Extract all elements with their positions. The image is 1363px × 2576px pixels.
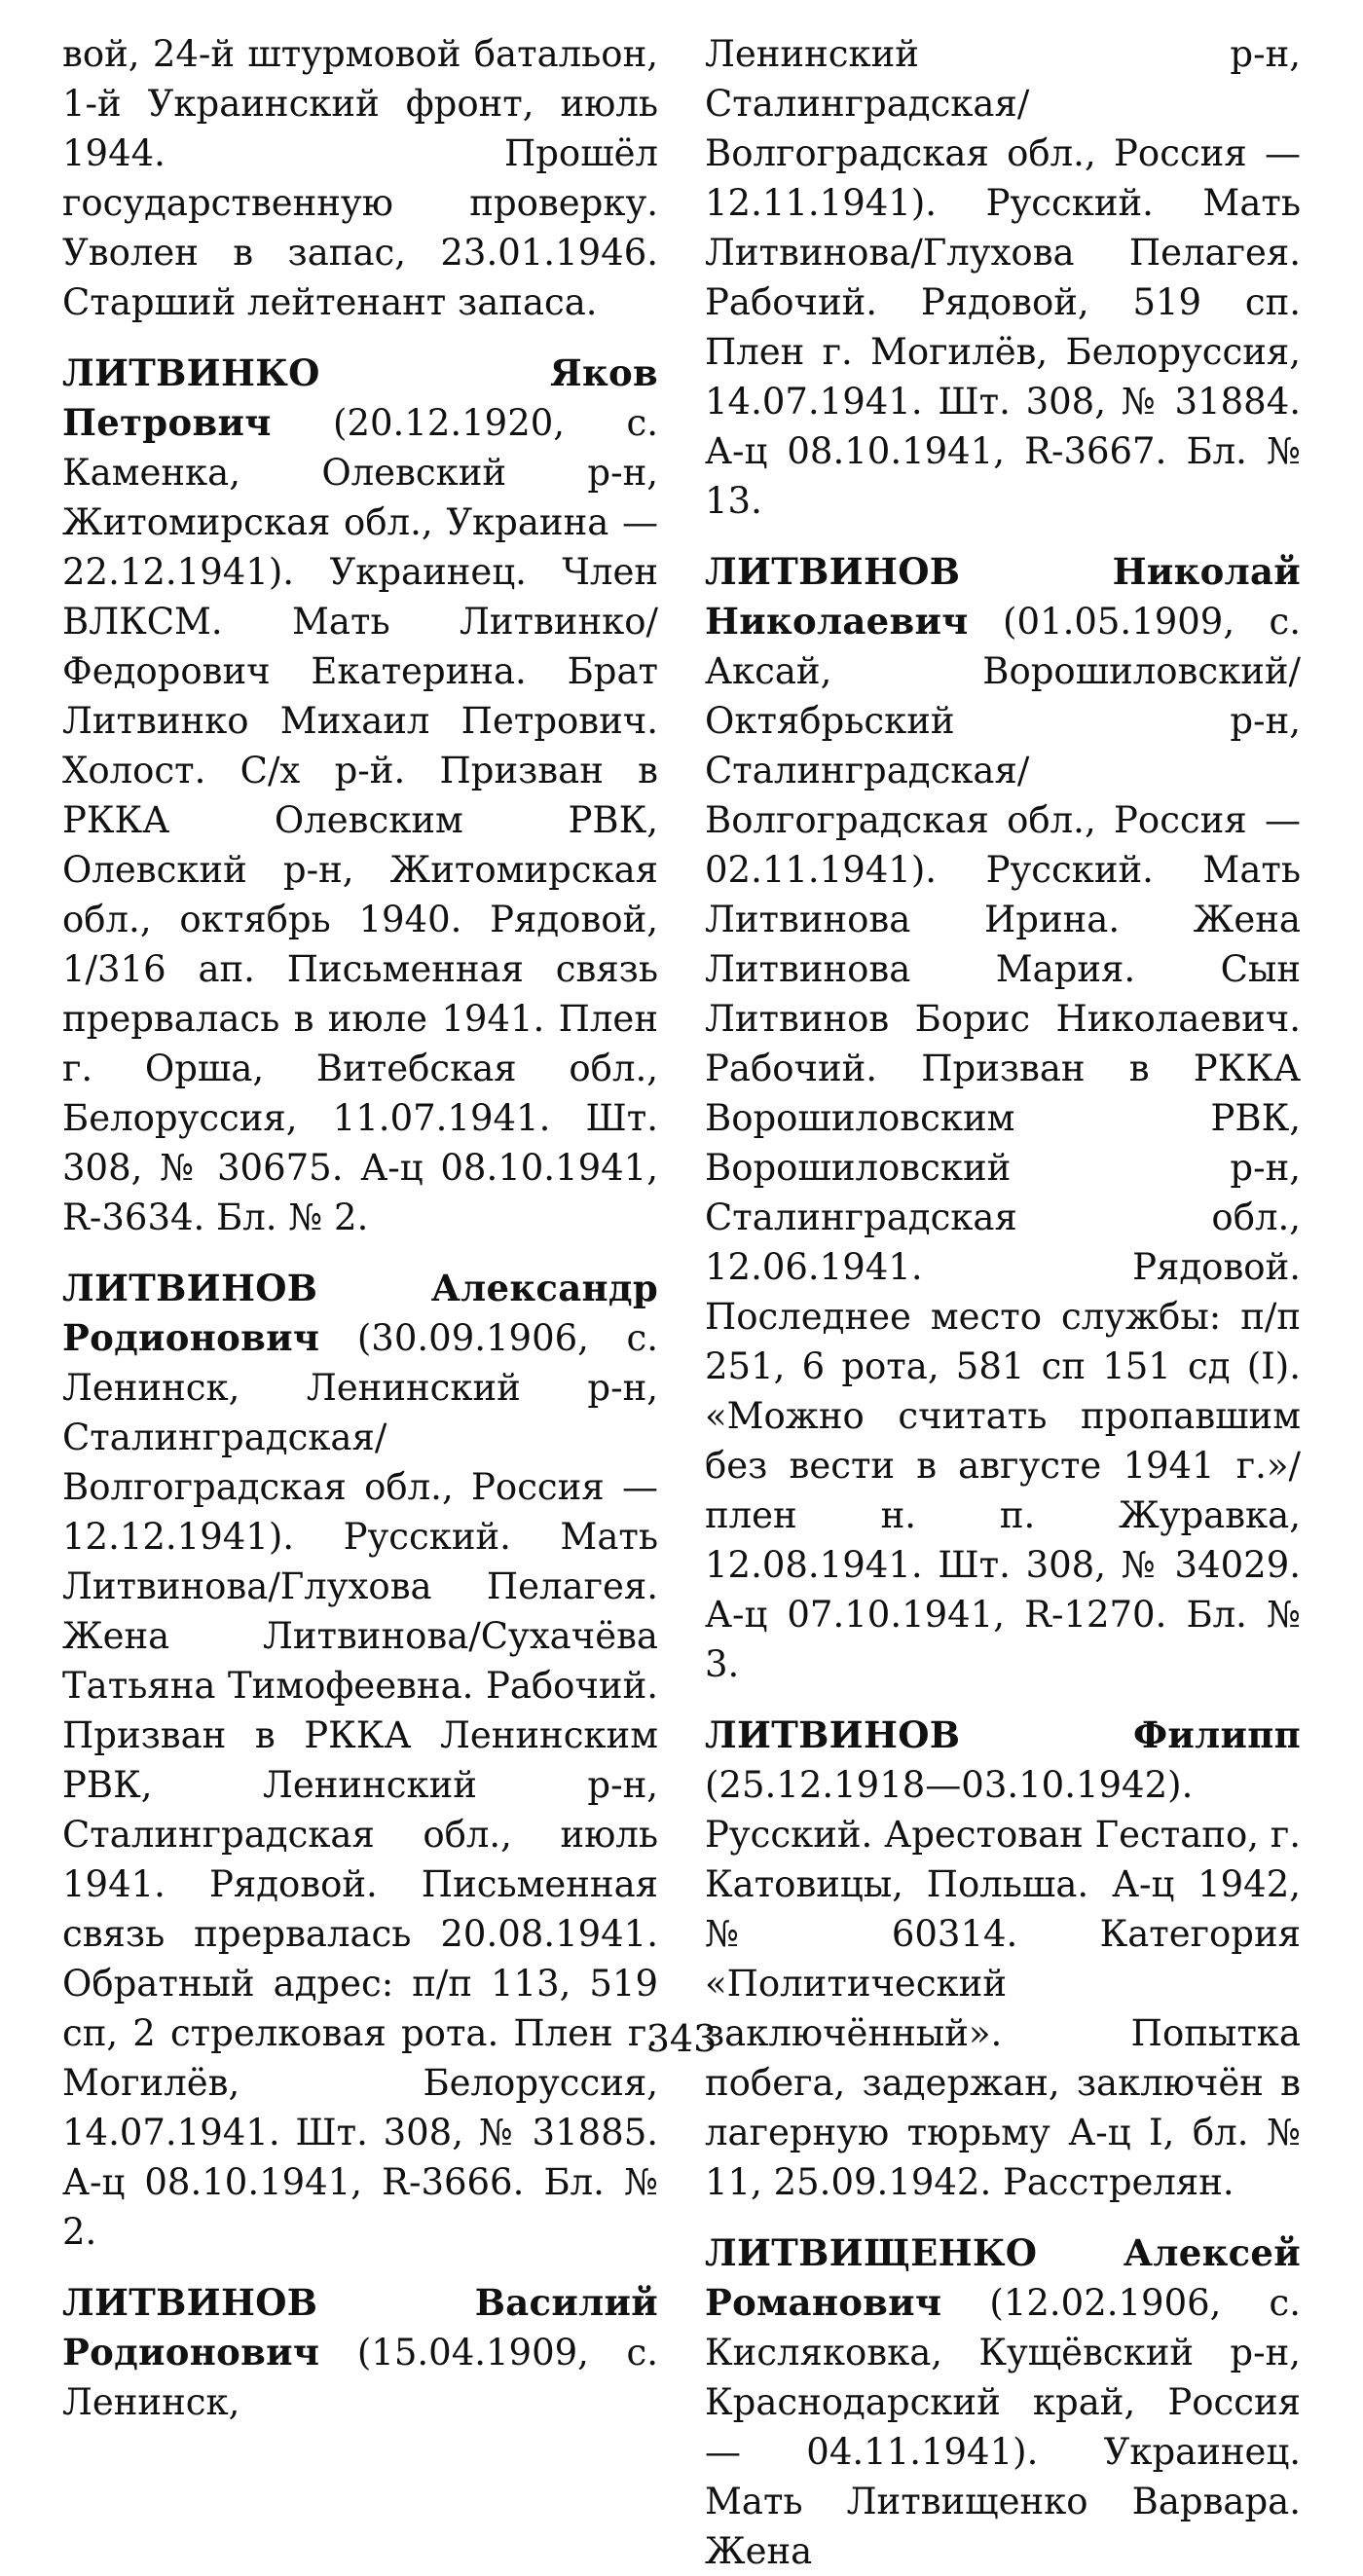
- right-column: [705, 29, 1301, 2576]
- entry-name: ЛИТВИНОВ Филипп: [705, 1713, 1301, 1756]
- continued-entry-text: [705, 29, 1301, 526]
- entry-name: ЛИТВИНОВ Александр Родионович: [62, 1267, 658, 1359]
- entry-text: (12.02.1906, с. Кисляковка, Кущёвский р-н, Краснодарский край, Россия — 04.11.1941). Украинец. Мать Литвищенко Варвара. Жена: [705, 2282, 1301, 2572]
- entry-text: Ленинский р-н, Сталинградская/Волгоградская обл., Россия — 12.11.1941). Русский. Мать Литвинова/Глухова Пелагея. Рабочий. Рядовой, 519 сп. Плен г. Могилёв, Белоруссия, 14.07.1941. Шт. 308, № 31884. А-ц 08.10.1941, R-3667. Бл. № 13.: [705, 33, 1301, 522]
- entry-litvinko-yakov: [62, 349, 658, 1242]
- entry-litvinov-filipp: [705, 1711, 1301, 2207]
- entry-name: ЛИТВИНОВ Василий Родионович: [62, 2281, 658, 2374]
- continued-entry-text: [62, 29, 658, 327]
- entry-text: (30.09.1906, с. Ленинск, Ленинский р-н, Сталинградская/Волгоградская обл., Россия — 12.12.1941). Русский. Мать Литвинова/Глухова Пелагея. Жена Литвинова/Сухачёва Татьяна Тимофеевна. Рабочий. Призван в РККА Ленинским РВК, Ленинский р-н, Сталинградская обл., июль 1941. Рядовой. Письменная связь прервалась 20.08.1941. Обратный адрес: п/п 113, 519 сп, 2 стрелковая рота. Плен г. Могилёв, Белоруссия, 14.07.1941. Шт. 308, № 31885. А-ц 08.10.1941, R-3666. Бл. № 2.: [62, 1317, 658, 2253]
- entry-text: (20.12.1920, с. Каменка, Олевский р-н, Житомирская обл., Украина — 22.12.1941). Украинец. Член ВЛКСМ. Мать Литвинко/Федорович Екатерина. Брат Литвинко Михаил Петрович. Холост. С/х р-й. Призван в РККА Олевским РВК, Олевский р-н, Житомирская обл., октябрь 1940. Рядовой, 1/316 ап. Письменная связь прервалась в июле 1941. Плен г. Орша, Витебская обл., Белоруссия, 11.07.1941. Шт. 308, № 30675. А-ц 08.10.1941, R-3634. Бл. № 2.: [62, 402, 658, 1238]
- entry-text: (15.04.1909, с. Ленинск,: [62, 2332, 658, 2423]
- entry-name: ЛИТВИНОВ Николай Николаевич: [705, 550, 1301, 643]
- page-number: 343: [645, 2017, 718, 2060]
- left-column: [62, 29, 658, 2427]
- entry-text: вой, 24-й штурмовой батальон, 1-й Украинский фронт, июль 1944. Прошёл государственную проверку. Уволен в запас, 23.01.1946. Старший лейтенант запаса.: [62, 33, 658, 323]
- entry-litvinov-aleksandr: [62, 1264, 658, 2257]
- entry-litvishchenko-aleksei: [705, 2228, 1301, 2576]
- entry-name: ЛИТВИНКО Яков Петрович: [62, 351, 658, 444]
- entry-litvinov-nikolai: [705, 547, 1301, 1689]
- entry-text: (01.05.1909, с. Аксай, Ворошиловский/Октябрьский р-н, Сталинградская/Волгоградская обл., Россия — 02.11.1941). Русский. Мать Литвинова Ирина. Жена Литвинова Мария. Сын Литвинов Борис Николаевич. Рабочий. Призван в РККА Ворошиловским РВК, Ворошиловский р-н, Сталинградская обл., 12.06.1941. Рядовой. Последнее место службы: п/п 251, 6 рота, 581 сп 151 сд (I). «Можно считать пропавшим без вести в августе 1941 г.»/плен н. п. Журавка, 12.08.1941. Шт. 308, № 34029. А-ц 07.10.1941, R-1270. Бл. № 3.: [705, 601, 1301, 1685]
- entry-text: (25.12.1918—03.10.1942). Русский. Арестован Гестапо, г. Катовицы, Польша. А-ц 1942, № 60314. Категория «Политический заключённый». Попытка побега, задержан, заключён в лагерную тюрьму А-ц I, бл. № 11, 25.09.1942. Расстрелян.: [705, 1764, 1301, 2203]
- entry-litvinov-vasiliy: [62, 2278, 658, 2427]
- entry-name: ЛИТВИЩЕНКО Алексей Романович: [705, 2231, 1301, 2324]
